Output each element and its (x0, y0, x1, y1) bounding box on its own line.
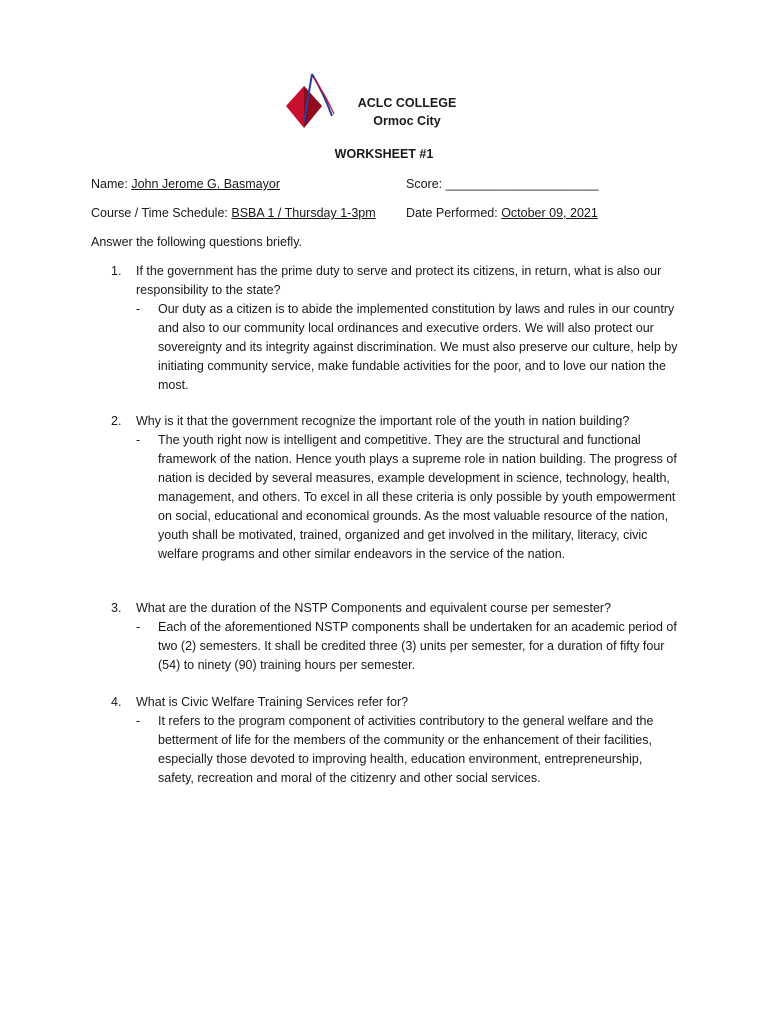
score-field (406, 175, 599, 194)
name-value: John Jerome G. Basmayor (131, 177, 280, 191)
question-item (91, 693, 681, 788)
question-number: 4. (111, 695, 122, 709)
course-field (91, 204, 376, 223)
question-number: 1. (111, 264, 122, 278)
college-name-block (342, 94, 472, 130)
answer-text: Each of the aforementioned NSTP components shall be undertaken for an academic period of two (2) semesters. It shall be credited three (3) units per semester, for a duration of fifty four (54) to ninety (90) training hours per semester. (158, 620, 677, 672)
date-value: October 09, 2021 (501, 206, 598, 220)
question-item (91, 599, 681, 675)
score-label: Score: (406, 177, 443, 191)
date-label: Date Performed: (406, 206, 498, 220)
question-text: If the government has the prime duty to serve and protect its citizens, in return, what is also our responsibility to the state? (136, 264, 662, 297)
answer-text: Our duty as a citizen is to abide the implemented constitution by laws and rules in our country and also to our community local ordinances and executive orders. We will also protect our sovereignty and its integrity against discrimination. We must also preserve our culture, help by initiating community service, make fundable activities for the poor, and to love our nation the most. (158, 302, 678, 392)
answer-item (136, 712, 681, 788)
answer-dash: - (136, 620, 141, 634)
answer-dash: - (136, 714, 141, 728)
college-city: Ormoc City (373, 114, 441, 128)
college-header (280, 70, 480, 136)
course-value: BSBA 1 / Thursday 1-3pm (231, 206, 376, 220)
answer-text: It refers to the program component of activities contributory to the general welfare and the betterment of life for the members of the community or the enhancement of their facilities, especially those devoted to improving health, education environment, entrepreneurship, safety, recreation and moral of the citizenry and other social services. (158, 714, 654, 785)
question-item (91, 262, 681, 395)
answer-dash: - (136, 433, 141, 447)
name-field (91, 175, 280, 194)
instructions-text: Answer the following questions briefly. (91, 235, 302, 249)
score-value: ______________________ (445, 177, 599, 191)
course-label: Course / Time Schedule: (91, 206, 228, 220)
date-field (406, 204, 598, 223)
question-number: 3. (111, 601, 122, 615)
aclc-college-logo-icon (282, 72, 338, 134)
question-text: What are the duration of the NSTP Components and equivalent course per semester? (136, 601, 612, 615)
course-date-row (91, 204, 691, 223)
answer-item (136, 618, 681, 675)
answer-text: The youth right now is intelligent and competitive. They are the structural and functional framework of the nation. Hence youth plays a supreme role in nation building. The progress of nation is decided by several measures, example development in science, technology, health, management, and others. To excel in all these criteria is only possible by youth empowerment on social, educational and economical grounds. As the most valuable resource of the nation, youth shall be motivated, trained, organized and get involved in the military, literacy, civic welfare programs and other similar endeavors in the service of the nation. (158, 433, 677, 561)
question-text: Why is it that the government recognize the important role of the youth in nation building? (136, 414, 630, 428)
question-text: What is Civic Welfare Training Services refer for? (136, 695, 409, 709)
answer-item (136, 300, 681, 395)
answer-dash: - (136, 302, 141, 316)
college-name: ACLC COLLEGE (357, 96, 457, 110)
name-score-row (91, 175, 691, 194)
worksheet-title: WORKSHEET #1 (334, 147, 434, 161)
answer-item (136, 431, 681, 564)
question-number: 2. (111, 414, 122, 428)
question-item (91, 412, 681, 564)
name-label: Name: (91, 177, 128, 191)
